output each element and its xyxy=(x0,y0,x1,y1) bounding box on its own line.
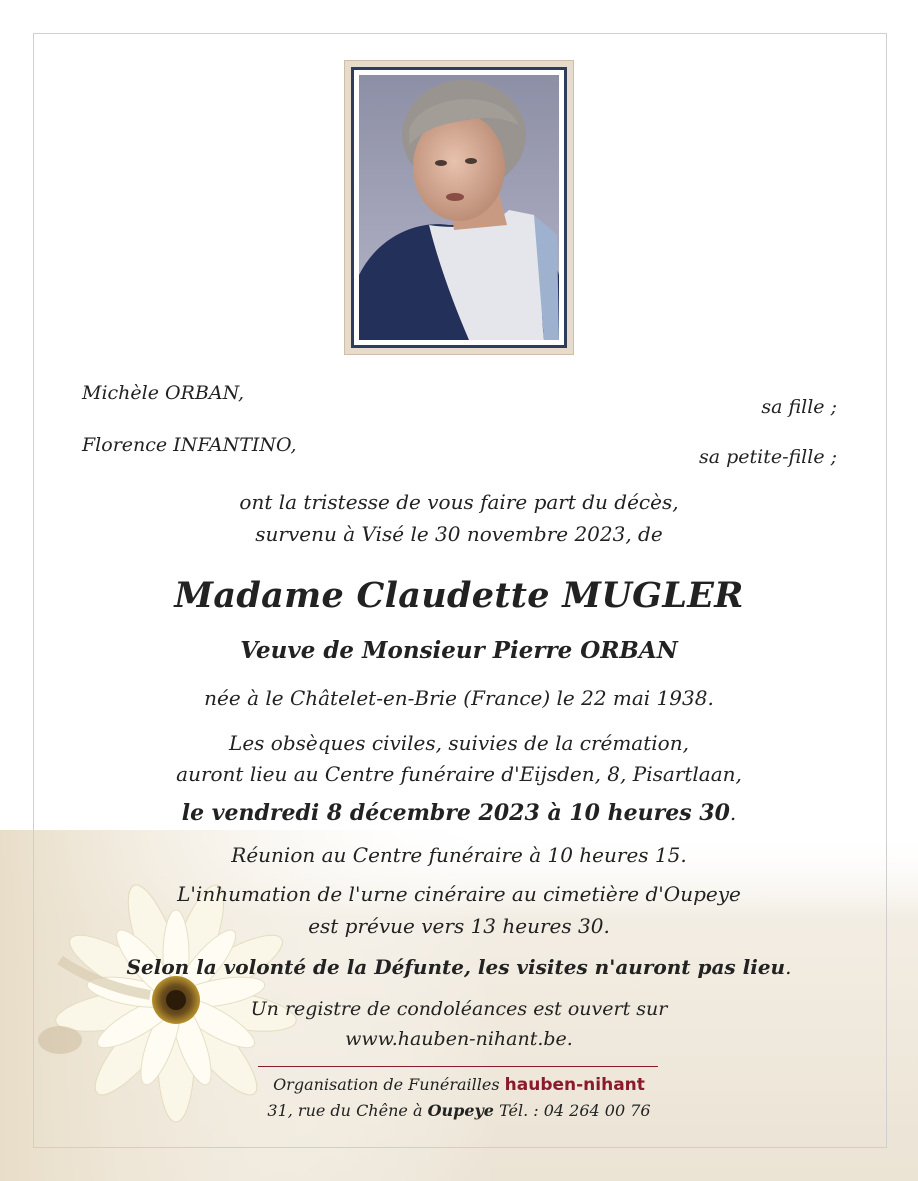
condolences-line: Un registre de condoléances est ouvert sur xyxy=(250,998,668,1020)
burial-line-2: est prévue vers 13 heures 30. xyxy=(308,914,610,938)
portrait-frame xyxy=(344,60,574,355)
brand-logo-text: hauben-nihant xyxy=(504,1075,645,1095)
family-member-relation-2: sa petite-fille ; xyxy=(698,446,837,468)
portrait-border xyxy=(351,67,567,348)
footer-phone: Tél. : 04 264 00 76 xyxy=(493,1101,651,1120)
family-member-name-1: Michèle ORBAN, xyxy=(82,382,245,404)
visits-line xyxy=(0,955,918,979)
ceremony-date-punct: . xyxy=(729,801,737,825)
family-member-name-2: Florence INFANTINO, xyxy=(82,434,297,456)
ceremony-line-2: auront lieu au Centre funéraire d'Eijsden, 8, Pisartlaan, xyxy=(176,762,742,786)
ceremony-line-1: Les obsèques civiles, suivies de la crémation, xyxy=(229,731,689,755)
footer-city: Oupeye xyxy=(427,1101,494,1120)
visits-text: Selon la volonté de la Défunte, les visites n'auront pas lieu xyxy=(126,955,786,979)
footer-address-prefix: 31, rue du Chêne à xyxy=(267,1101,428,1120)
widow-of: Veuve de Monsieur Pierre ORBAN xyxy=(240,637,678,664)
ceremony-date: le vendredi 8 décembre 2023 à 10 heures 30 xyxy=(181,800,730,826)
footer-address xyxy=(0,1101,918,1120)
burial-line-1: L'inhumation de l'urne cinéraire au cimetière d'Oupeye xyxy=(177,882,741,906)
deceased-name: Madame Claudette MUGLER xyxy=(174,575,744,616)
birth-info: née à le Châtelet-en-Brie (France) le 22 mai 1938. xyxy=(204,686,714,710)
family-member-relation-1: sa fille ; xyxy=(761,396,837,418)
footer-organization xyxy=(0,1075,918,1095)
footer-divider xyxy=(258,1066,658,1067)
footer-org-label: Organisation de Funérailles xyxy=(273,1075,505,1094)
condolences-url[interactable]: www.hauben-nihant.be. xyxy=(345,1028,573,1050)
visits-punct: . xyxy=(785,955,792,979)
ceremony-date-line xyxy=(0,800,918,826)
announcement-line-2: survenu à Visé le 30 novembre 2023, de xyxy=(255,522,663,546)
announcement-line-1: ont la tristesse de vous faire part du décès, xyxy=(239,490,679,514)
portrait-photo xyxy=(359,75,559,340)
meeting-time: Réunion au Centre funéraire à 10 heures 15. xyxy=(231,843,687,867)
